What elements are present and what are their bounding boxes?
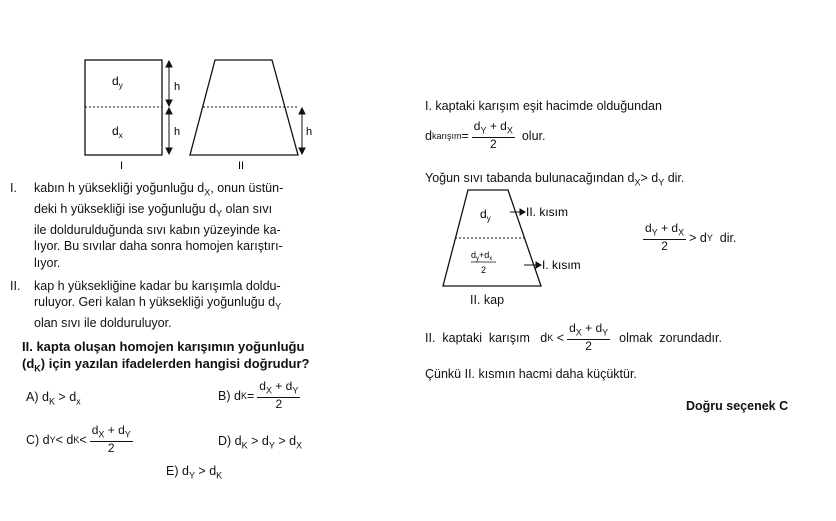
h-label-container-ii: h xyxy=(306,126,313,138)
label-ii: II xyxy=(238,160,245,172)
solution-dy-label: $d_y$ xyxy=(480,207,491,223)
solution-line1: I. kaptaki karışım eşit hacimde olduğundan xyxy=(425,99,662,113)
correct-answer: Doğru seçenek C xyxy=(686,399,789,413)
item-i-line4: lıyor. Bu sıvılar daha sonra homojen karıştırı- xyxy=(34,239,283,254)
question-stem xyxy=(22,338,392,378)
solution-line4: II. kaptaki karışım d K < $\frac{d_X + d_Y}{2}$ olmak zorundadır. xyxy=(425,321,722,354)
solution-mix-num: $d_y+d_x$ xyxy=(471,250,493,262)
solution-inequality: $\frac{d_Y + d_X}{2}$ > d Y dir. xyxy=(645,221,737,254)
item-i-label: I. xyxy=(10,181,17,195)
h-arrow-bottom xyxy=(166,108,172,154)
question-item-i xyxy=(10,180,384,271)
solution-line2: d karışım = $\frac{d_Y + d_X}{2}$ olur. xyxy=(425,119,546,152)
option-b[interactable]: B) d K = $\frac{d_X + d_Y}{2}$ xyxy=(218,379,299,412)
item-ii-line2: ruluyor. Geri kalan h yüksekliği yoğunluğu $d_Y$ xyxy=(34,295,282,312)
solution-container-figure xyxy=(438,186,608,290)
option-c[interactable]: C) d Y < d K < $\frac{d_X + d_Y}{2}$ xyxy=(26,423,131,456)
option-b-fraction: $\frac{d_X + d_Y}{2}$ xyxy=(259,379,299,412)
question-stem-line1: II. kapta oluşan homojen karışımın yoğunluğu xyxy=(22,339,305,354)
label-kap-ii: II. kap xyxy=(470,293,505,307)
solution-line5: Çünkü II. kısmın hacmi daha küçüktür. xyxy=(425,367,637,381)
item-i-line3: ile doldurulduğunda sıvı kabın yüzeyinde ka- xyxy=(34,222,281,237)
h-label-bottom: h xyxy=(174,126,181,138)
h-arrow-top xyxy=(166,61,172,106)
solution-k-fraction: $\frac{d_X + d_Y}{2}$ xyxy=(569,321,609,354)
container-i-dx: $d_x$ xyxy=(112,124,123,140)
item-i-line1: kabın h yüksekliği yoğunluğu $d_X$, onun üstün- xyxy=(34,181,284,198)
question-item-ii xyxy=(10,278,384,332)
item-i-line2: deki h yüksekliği ise yoğunluğu $d_Y$ olan sıvı xyxy=(34,201,273,219)
option-a[interactable]: A) $d_K > d_x$ xyxy=(26,390,81,407)
item-ii-line3: olan sıvı ile dolduruluyor. xyxy=(34,316,172,331)
label-part1: I. kısım xyxy=(542,258,581,272)
label-i: I xyxy=(120,160,124,172)
container-figures xyxy=(80,55,320,175)
option-d[interactable]: D) $d_K > d_Y > d_X$ xyxy=(218,434,303,451)
item-ii-line1: kap h yüksekliğine kadar bu karışımla doldu- xyxy=(34,279,281,293)
arrow-part2 xyxy=(510,209,525,215)
label-part2: II. kısım xyxy=(526,205,568,219)
solution-line3: Yoğun sıvı tabanda bulunacağından $d_X> d_Y$ dir. xyxy=(425,171,685,188)
container-i-dy: $d_y$ xyxy=(112,74,123,90)
option-c-fraction: $\frac{d_X + d_Y}{2}$ xyxy=(91,423,131,456)
solution-mix-den: 2 xyxy=(481,265,487,275)
item-i-line5: lıyor. xyxy=(34,255,61,270)
solution-mix-fraction: $\frac{d_Y + d_X}{2}$ xyxy=(473,119,513,152)
inequality-fraction: $\frac{d_Y + d_X}{2}$ xyxy=(645,221,685,254)
question-stem-line2: $(d_K)$ için yazılan ifadelerden hangisi doğrudur? xyxy=(22,356,310,374)
item-ii-label: II. xyxy=(10,279,21,293)
h-label-top: h xyxy=(174,81,181,93)
option-e[interactable]: E) $d_Y > d_K$ xyxy=(166,464,223,481)
h-arrow-container-ii xyxy=(299,108,305,154)
